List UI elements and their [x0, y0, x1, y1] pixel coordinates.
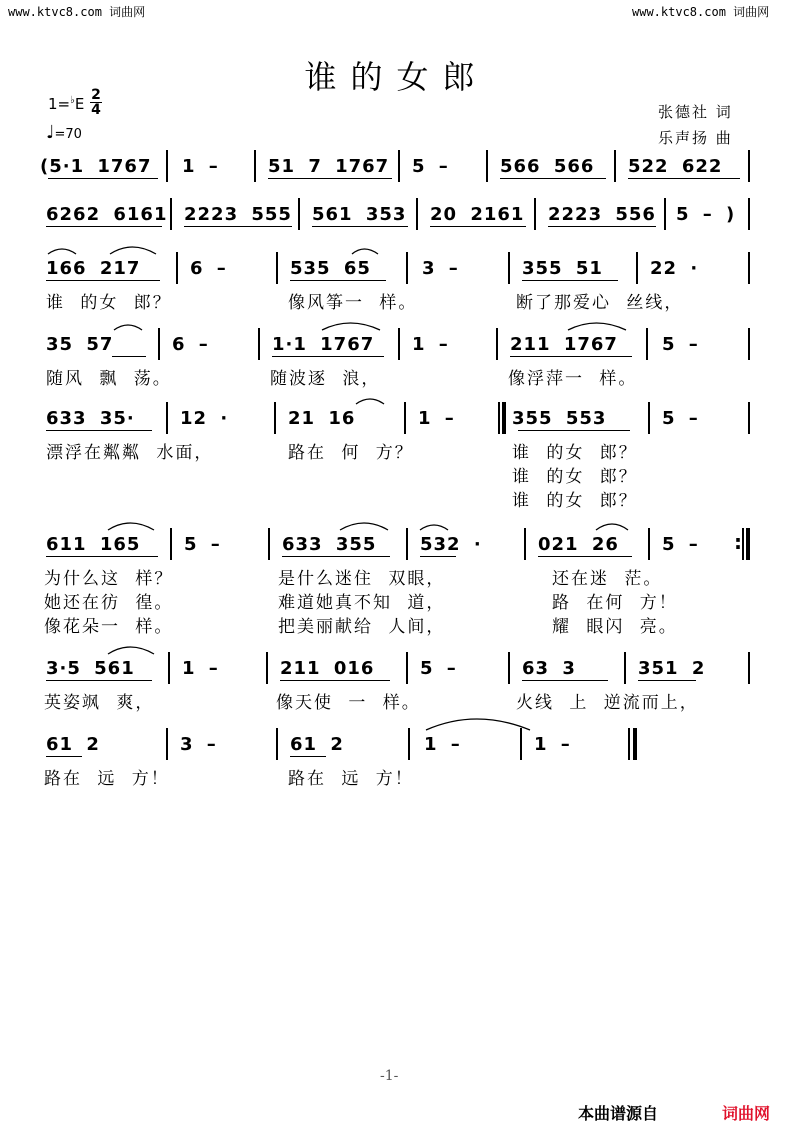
lyric-line: 随风 飘 荡。 [46, 369, 172, 389]
lyric-line: 路在 远 方！ [288, 769, 414, 789]
measure: 633 35· [46, 408, 135, 429]
site-watermark[interactable]: 词曲网 [722, 1104, 771, 1123]
lyric-line: 难道她真不知 道， [278, 593, 446, 613]
lyric-line: 她还在彷 徨。 [44, 593, 174, 613]
measure: 6 – [172, 334, 209, 355]
measure: 211 1767 [510, 334, 618, 355]
measure: 5 – [412, 156, 449, 177]
composer-credit: 乐声扬 曲 [658, 129, 733, 147]
lyric-line: 像风筝一 样。 [288, 293, 418, 313]
measure: 1 – [182, 156, 219, 177]
measure: 3·5 561 [46, 658, 135, 679]
measure: 2223 555 [184, 204, 292, 225]
measure: 5 – ) [676, 204, 736, 225]
measure: 21 16 [288, 408, 356, 429]
measure: 1 – [424, 734, 461, 755]
lyric-line: 路在 远 方！ [44, 769, 170, 789]
measure: 5 – [662, 534, 699, 555]
lyric-line: 路 在何 方！ [552, 593, 678, 613]
source-label: 本曲谱源自 [578, 1104, 659, 1123]
measure: 61 2 [46, 734, 100, 755]
lyric-line: 谁 的女 郎？ [46, 293, 172, 313]
slur [110, 247, 156, 254]
measure: 561 353 [312, 204, 407, 225]
measure: 1 – [412, 334, 449, 355]
measure: 355 51 [522, 258, 603, 279]
measure: 5 – [184, 534, 221, 555]
key-letter: E [74, 95, 85, 113]
slur [114, 325, 142, 330]
song-title: 谁的女郎 [304, 58, 489, 96]
slur [108, 647, 154, 654]
measure: 51 7 1767 [268, 156, 390, 177]
lyric-line: 随波逐 浪， [270, 369, 381, 389]
lyric-line: 像天使 一 样。 [276, 693, 421, 713]
measure: 1 – [418, 408, 455, 429]
measure: 532 · [420, 534, 482, 555]
measure: 1 – [534, 734, 571, 755]
lyric-line: 谁 的女 郎？ [512, 491, 638, 511]
slur [340, 523, 388, 530]
measure: 633 355 [282, 534, 377, 555]
measure: 61 2 [290, 734, 344, 755]
slur [596, 524, 628, 530]
lyric-line: 还在迷 茫。 [552, 569, 663, 589]
measure: 5 – [420, 658, 457, 679]
measure: 35 57 [46, 334, 114, 355]
lyric-line: 像浮萍一 样。 [508, 369, 638, 389]
measure: 12 · [180, 408, 229, 429]
slur [108, 523, 154, 530]
measure: 535 65 [290, 258, 371, 279]
key-prefix: 1= [48, 95, 71, 113]
measure: 22 · [650, 258, 699, 279]
lyric-line: 像花朵一 样。 [44, 617, 174, 637]
lyric-line: 谁 的女 郎？ [512, 443, 638, 463]
measure: 355 553 [512, 408, 607, 429]
measure: 5 – [662, 334, 699, 355]
measure: 522 622 [628, 156, 723, 177]
lyric-line: 是什么迷住 双眼， [278, 569, 446, 589]
time-bottom: 4 [91, 102, 101, 118]
slur [352, 249, 378, 254]
repeat-dots: : [734, 530, 742, 554]
measure: 021 26 [538, 534, 619, 555]
lyric-line: 谁 的女 郎？ [512, 467, 638, 487]
measure: 351 2 [638, 658, 706, 679]
measure: 6 – [190, 258, 227, 279]
lyric-line: 断了那爱心 丝线， [516, 293, 684, 313]
lyric-line: 漂浮在粼粼 水面， [46, 443, 214, 463]
lyric-line: 耀 眼闪 亮。 [552, 617, 678, 637]
measure: 20 2161 [430, 204, 525, 225]
tie [426, 719, 530, 730]
time-top: 2 [91, 87, 101, 103]
slur [568, 323, 626, 330]
flat-sign: ♭ [70, 95, 75, 106]
header-url-left[interactable]: www.ktvc8.com 词曲网 [8, 5, 146, 19]
slur [322, 323, 380, 330]
slur [356, 399, 384, 404]
measure: 1·1 1767 [272, 334, 375, 355]
measure: 3 – [180, 734, 217, 755]
slur [420, 525, 448, 530]
measure: 2223 556 [548, 204, 656, 225]
measure: 166 217 [46, 258, 141, 279]
quarter-note-icon: ♩ [46, 122, 55, 143]
slur [48, 249, 76, 254]
lyric-line: 英姿飒 爽， [44, 693, 155, 713]
measure: 5 – [662, 408, 699, 429]
measure: 566 566 [500, 156, 595, 177]
measure: 6262 6161 [46, 204, 168, 225]
lyricist-credit: 张德社 词 [658, 103, 733, 121]
measure: 1 – [182, 658, 219, 679]
page-number: -1- [380, 1068, 399, 1084]
measure: 63 3 [522, 658, 576, 679]
lyric-line: 为什么这 样？ [44, 569, 174, 589]
header-url-right[interactable]: www.ktvc8.com 词曲网 [632, 5, 770, 19]
measure: 611 165 [46, 534, 141, 555]
lyric-line: 路在 何 方？ [288, 443, 414, 463]
measure: 211 016 [280, 658, 375, 679]
measure: 3 – [422, 258, 459, 279]
tempo-value: =70 [54, 127, 82, 142]
lyric-line: 火线 上 逆流而上， [516, 693, 699, 713]
lyric-line: 把美丽献给 人间， [278, 617, 446, 637]
measure: (5·1 1767 [40, 156, 152, 177]
